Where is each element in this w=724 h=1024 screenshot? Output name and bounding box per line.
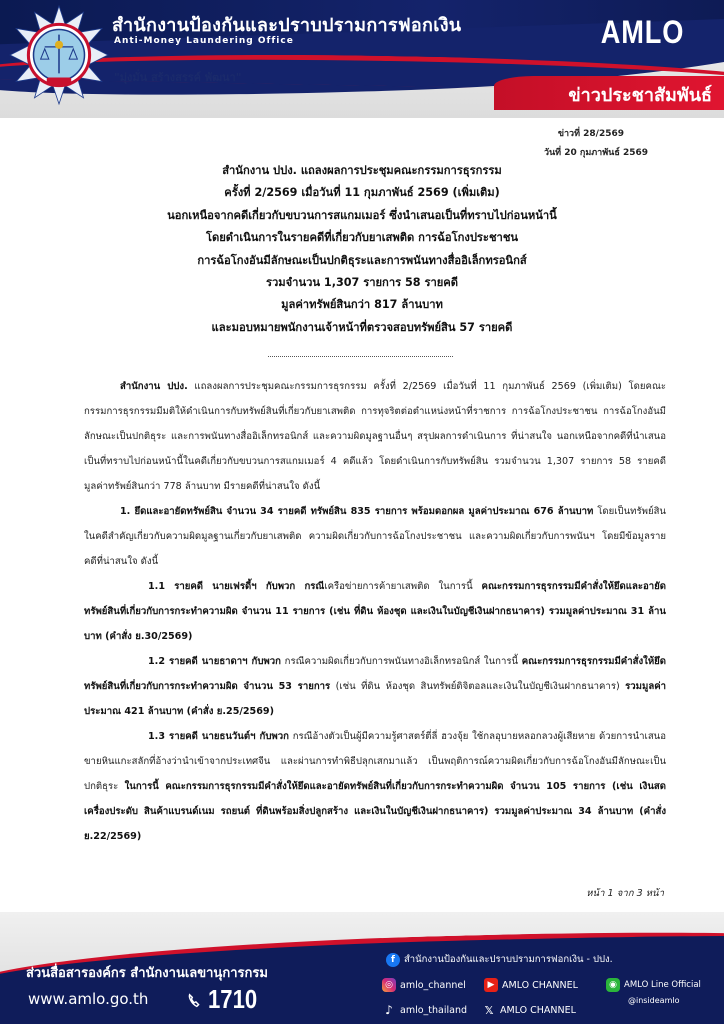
social-facebook[interactable] bbox=[386, 952, 613, 967]
instagram-icon: ◎ bbox=[382, 978, 396, 992]
item-1-lead: 1. ยึดและอายัดทรัพย์สิน จำนวน 34 รายคดี ทรัพย์สิน 835 รายการ พร้อมดอกผล มูลค่าประมาณ 676 ล้านบาท bbox=[120, 506, 594, 517]
document-title bbox=[0, 160, 724, 339]
line-icon: ◉ bbox=[606, 978, 620, 992]
youtube-icon: ▶ bbox=[484, 978, 498, 992]
case-lead: 1.1 รายคดี นายเฟรดี้ฯ กับพวก กรณี bbox=[148, 581, 325, 592]
social-label: AMLO CHANNEL bbox=[502, 979, 578, 991]
document-body bbox=[84, 374, 666, 849]
line-handle: @insideamlo bbox=[628, 996, 680, 1005]
intro-lead: สำนักงาน ปปง. bbox=[120, 381, 188, 392]
case-total: รวมมูลค่าประมาณ 421 ล้านบาท (คำสั่ง ย.25/2569) bbox=[84, 681, 666, 717]
social-label: สำนักงานป้องกันและปราบปรามการฟอกเงิน - ปปง. bbox=[404, 954, 613, 965]
title-line: และมอบหมายพนักงานเจ้าหน้าที่ตรวจสอบทรัพย์สิน 57 รายคดี bbox=[211, 320, 513, 334]
page-indicator: หน้า 1 จาก 3 หน้า bbox=[586, 888, 664, 899]
footer-banner bbox=[0, 912, 724, 1024]
case-lead: 1.2 รายคดี นายธาดาฯ กับพวก bbox=[148, 656, 281, 667]
brand-logo-text: AMLO bbox=[600, 14, 684, 50]
social-tiktok[interactable] bbox=[382, 1003, 467, 1017]
title-line: มูลค่าทรัพย์สินกว่า 817 ล้านบาท bbox=[281, 298, 443, 312]
title-line: นอกเหนือจากคดีเกี่ยวกับขบวนการสแกมเมอร์ ซึ่งนำเสนอเป็นที่ทราบไปก่อนหน้านี้ bbox=[167, 208, 557, 222]
case-text: กรณีอ้างตัวเป็นผู้มีความรู้ศาสตร์ตี่ลี่ ฮวงจุ้ย ใช้กลอุบายหลอกลวงผู้เสียหาย ด้วยการนำเสนอขายหินแกะสลักที่อ้างว่านำเข้าจากประเทศจีน และผ่านการทำพิธีปลุกเสกมาแล้ว เป็นพฤติการณ์ความผิดเกี่ยวกับการฉ้อโกงอันมีลักษณะเป็นปกติธุระ bbox=[84, 731, 666, 792]
tiktok-icon: ♪ bbox=[385, 1003, 393, 1017]
case-detail: คณะกรรมการธุรกรรมมีคำสั่งให้ยึดทรัพย์สินที่เกี่ยวกับการกระทำความผิด จำนวน 53 รายการ bbox=[84, 656, 666, 692]
org-name-thai: สำนักงานป้องกันและปราบปรามการฟอกเงิน bbox=[112, 15, 462, 36]
phone-icon bbox=[186, 992, 204, 1010]
social-label: AMLO CHANNEL bbox=[500, 1004, 576, 1016]
title-line: การฉ้อโกงอันมีลักษณะเป็นปกติธุระและการพนันทางสื่ออิเล็กทรอนิกส์ bbox=[197, 253, 527, 267]
case-detail: คณะกรรมการธุรกรรมมีคำสั่งให้ยึดและอายัดทรัพย์สินที่เกี่ยวกับการกระทำความผิด จำนวน 11 รายการ (เช่น ที่ดิน ห้องชุด และเงินในบัญชีเงินฝากธนาคาร) รวมมูลค่าประมาณ 31 ล้านบาท (คำสั่ง ย.30/2569) bbox=[84, 581, 666, 642]
item-1-paragraph bbox=[84, 499, 666, 574]
footer-department: ส่วนสื่อสารองค์กร สำนักงานเลขานุการกรม bbox=[26, 966, 268, 981]
dotted-divider bbox=[268, 356, 453, 357]
social-x[interactable] bbox=[482, 1003, 576, 1017]
social-label: amlo_thailand bbox=[400, 1004, 467, 1016]
title-line: โดยดำเนินการในรายคดีที่เกี่ยวกับยาเสพติด การฉ้อโกงประชาชน bbox=[205, 231, 519, 245]
header-banner bbox=[0, 0, 724, 118]
case-detail-text: (เช่น ที่ดิน ห้องชุด สินทรัพย์ดิจิตอลและเงินในบัญชีเงินฝากธนาคาร) bbox=[330, 681, 626, 692]
case-text: กรณีความผิดเกี่ยวกับการพนันทางอิเล็กทรอนิกส์ ในการนี้ bbox=[280, 656, 522, 667]
social-youtube[interactable] bbox=[484, 978, 578, 992]
x-icon: 𝕏 bbox=[484, 1003, 494, 1017]
slogan: "มุ่งมั่น สร้างสรรค์ พัฒนา" bbox=[114, 71, 242, 84]
news-number: ข่าวที่ 28/2569 bbox=[557, 129, 624, 139]
case-1-3-paragraph bbox=[84, 724, 666, 849]
footer-website-link[interactable]: www.amlo.go.th bbox=[28, 990, 149, 1008]
social-label: AMLO Line Official bbox=[624, 980, 701, 990]
section-label: ข่าวประชาสัมพันธ์ bbox=[568, 85, 712, 106]
title-line: ครั้งที่ 2/2569 เมื่อวันที่ 11 กุมภาพันธ์ 2569 (เพิ่มเติม) bbox=[224, 186, 500, 200]
news-date: วันที่ 20 กุมภาพันธ์ 2569 bbox=[543, 148, 648, 158]
case-1-1-paragraph bbox=[84, 574, 666, 649]
social-instagram[interactable] bbox=[382, 978, 466, 992]
case-1-2-paragraph bbox=[84, 649, 666, 724]
facebook-icon: f bbox=[386, 953, 400, 967]
case-text: เครือข่ายการค้ายาเสพติด ในการนี้ bbox=[324, 581, 482, 592]
hotline-number[interactable]: 1710 bbox=[208, 984, 258, 1014]
social-line[interactable] bbox=[606, 978, 701, 992]
amlo-emblem-icon bbox=[8, 4, 110, 106]
social-label: amlo_channel bbox=[400, 979, 466, 991]
intro-text: แถลงผลการประชุมคณะกรรมการธุรกรรม ครั้งที่ 2/2569 เมื่อวันที่ 11 กุมภาพันธ์ 2569 (เพิ่มเติม) โดยคณะกรรมการธุรกรรมมีมติให้ดำเนินการกับทรัพย์สินที่เกี่ยวกับยาเสพติด การทุจริตต่อตำแหน่งหน้าที่ราชการ การฉ้อโกงประชาชน การฉ้อโกงอันมีลักษณะเป็นปกติธุระ และการพนันทางสื่ออิเล็กทรอนิกส์ และความผิดมูลฐานอื่นๆ สรุปผลการดำเนินการ ที่น่าสนใจ นอกเหนือจากคดีที่นำเสนอเป็นที่ทราบไปก่อนหน้านี้ในคดีเกี่ยวกับขบวนการสแกมเมอร์ 4 คดีแล้ว โดยดำเนินการกับทรัพย์สิน รวมจำนวน 1,307 รายการ 58 รายคดี มูลค่าทรัพย์สินกว่า 778 ล้านบาท มีรายคดีที่น่าสนใจ ดังนี้ bbox=[84, 381, 666, 492]
org-name-english: Anti-Money Laundering Office bbox=[114, 36, 294, 46]
title-line: สำนักงาน ปปง. แถลงผลการประชุมคณะกรรมการธุรกรรม bbox=[222, 164, 502, 177]
title-line: รวมจำนวน 1,307 รายการ 58 รายคดี bbox=[265, 275, 459, 289]
intro-paragraph bbox=[84, 374, 666, 499]
case-detail: ในการนี้ คณะกรรมการธุรกรรมมีคำสั่งให้ยึดและอายัดทรัพย์สินที่เกี่ยวกับการกระทำความผิด จำนวน 105 รายการ (เช่น เงินสด เครื่องประดับ สินค้าแบรนด์เนม รถยนต์ ที่ดินพร้อมสิ่งปลูกสร้าง และเงินในบัญชีเงินฝากธนาคาร) รวมมูลค่าประมาณ 34 ล้านบาท (คำสั่ง ย.22/2569) bbox=[84, 781, 666, 842]
case-lead: 1.3 รายคดี นายธนวันต์ฯ กับพวก bbox=[148, 731, 289, 742]
item-1-text: โดยเป็นทรัพย์สินในคดีสำคัญเกี่ยวกับความผิดมูลฐานเกี่ยวกับยาเสพติด ความผิดเกี่ยวกับการฉ้อโกงประชาชน และความผิดเกี่ยวกับการพนันฯ โดยมีข้อมูลรายคดีที่น่าสนใจ ดังนี้ bbox=[84, 506, 666, 567]
